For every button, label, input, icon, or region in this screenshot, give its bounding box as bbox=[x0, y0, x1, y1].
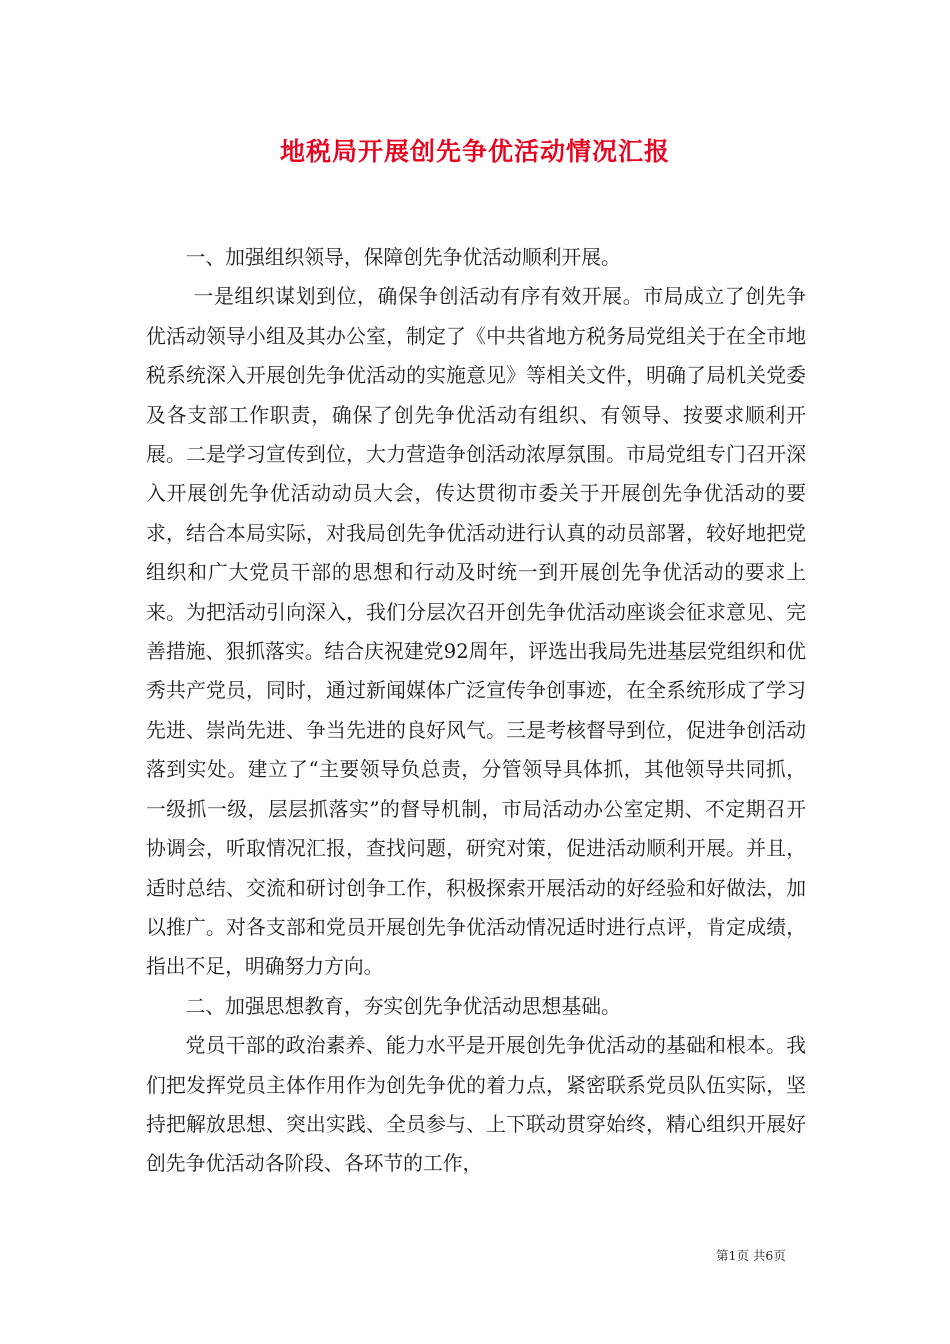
document-body bbox=[146, 238, 806, 1184]
page-footer: 第1页 共6页 bbox=[716, 1248, 786, 1263]
document-title: 地税局开展创先争优活动情况汇报 bbox=[279, 137, 670, 166]
body-paragraph-2: 党员干部的政治素养、能力水平是开展创先争优活动的基础和根本。我们把发挥党员主体作用作为创先争优的着力点，紧密联系党员队伍实际，坚持把解放思想、突出实践、全员参与、上下联动贯穿始终，精心组织开展好创先争优活动各阶段、各环节的工作， bbox=[146, 1034, 806, 1176]
body-paragraph-1: 一是组织谋划到位，确保争创活动有序有效开展。市局成立了创先争优活动领导小组及其办公室，制定了《中共省地方税务局党组关于在全市地税系统深入开展创先争优活动的实施意见》等相关文件，明确了局机关党委及各支部工作职责，确保了创先争优活动有组织、有领导、按要求顺利开展。二是学习宣传到位，大力营造争创活动浓厚氛围。市局党组专门召开深入开展创先争优活动动员大会，传达贯彻市委关于开展创先争优活动的要求，结合本局实际，对我局创先争优活动进行认真的动员部署，较好地把党组织和广大党员干部的思想和行动及时统一到开展创先争优活动的要求上来。为把活动引向深入，我们分层次召开创先争优活动座谈会征求意见、完善措施、狠抓落实。结合庆祝建党92周年，评选出我局先进基层党组织和优秀共产党员，同时，通过新闻媒体广泛宣传争创事迹，在全系统形成了学习先进、崇尚先进、争当先进的良好风气。三是考核督导到位，促进争创活动落到实处。建立了“主要领导负总责，分管领导具体抓，其他领导共同抓，一级抓一级，层层抓落实”的督导机制，市局活动办公室定期、不定期召开协调会，听取情况汇报，查找问题，研究对策，促进活动顺利开展。并且，适时总结、交流和研讨创争工作，积极探索开展活动的好经验和好做法，加以推广。对各支部和党员开展创先争优活动情况适时进行点评，肯定成绩，指出不足，明确努力方向。 bbox=[146, 285, 806, 979]
section-heading-2: 二、加强思想教育，夯实创先争优活动思想基础。 bbox=[185, 994, 621, 1018]
section-heading-1: 一、加强组织领导，保障创先争优活动顺利开展。 bbox=[185, 246, 621, 269]
